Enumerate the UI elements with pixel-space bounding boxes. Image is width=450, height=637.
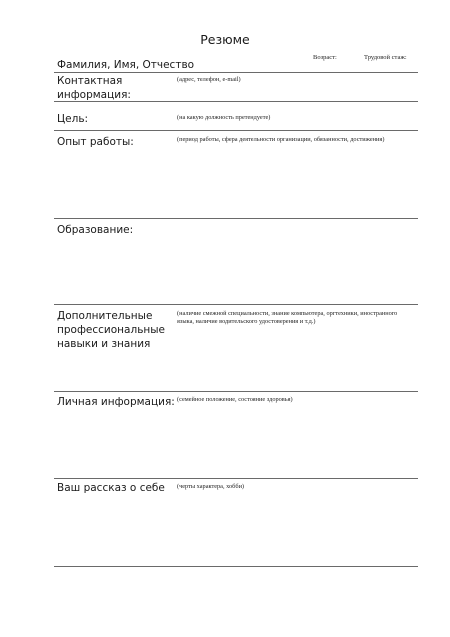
name-label: Фамилия, Имя, Отчество [57,59,195,71]
education-label: Образование: [57,224,134,236]
page-title: Резюме [200,32,250,47]
goal-label: Цель: [57,113,89,125]
divider-experience [54,218,418,219]
divider-contacts [54,101,418,102]
divider-personal [54,478,418,479]
about-hint: (черты характера, хобби) [177,483,245,490]
skills-hint: (наличие смежной специальности, знание компьютера, оргтехники, иностранного языка, наличие водительского удостоверения и т.д.) [177,310,398,326]
contacts-label: Контактная информация: [57,75,131,101]
divider-goal [54,130,418,131]
work-experience-label: Опыт работы: [57,136,134,148]
age-label: Возраст: [313,54,337,61]
divider-about [54,566,418,567]
about-label: Ваш рассказ о себе [57,482,165,494]
work-experience-hint: (период работы, сфера деятельности организации, обязанности, достижения) [177,136,385,143]
personal-info-hint: (семейное положение, состояние здоровья) [177,396,293,403]
contacts-hint: (адрес, телефон, e-mail) [177,76,241,83]
divider-skills [54,391,418,392]
experience-years-label: Трудовой стаж: [364,54,407,61]
personal-info-label: Личная информация: [57,396,175,408]
goal-hint: (на какую должность претендуете) [177,114,271,121]
skills-label: Дополнительные профессиональные навыки и знания [57,310,165,350]
divider-education [54,304,418,305]
divider-name [54,72,418,73]
